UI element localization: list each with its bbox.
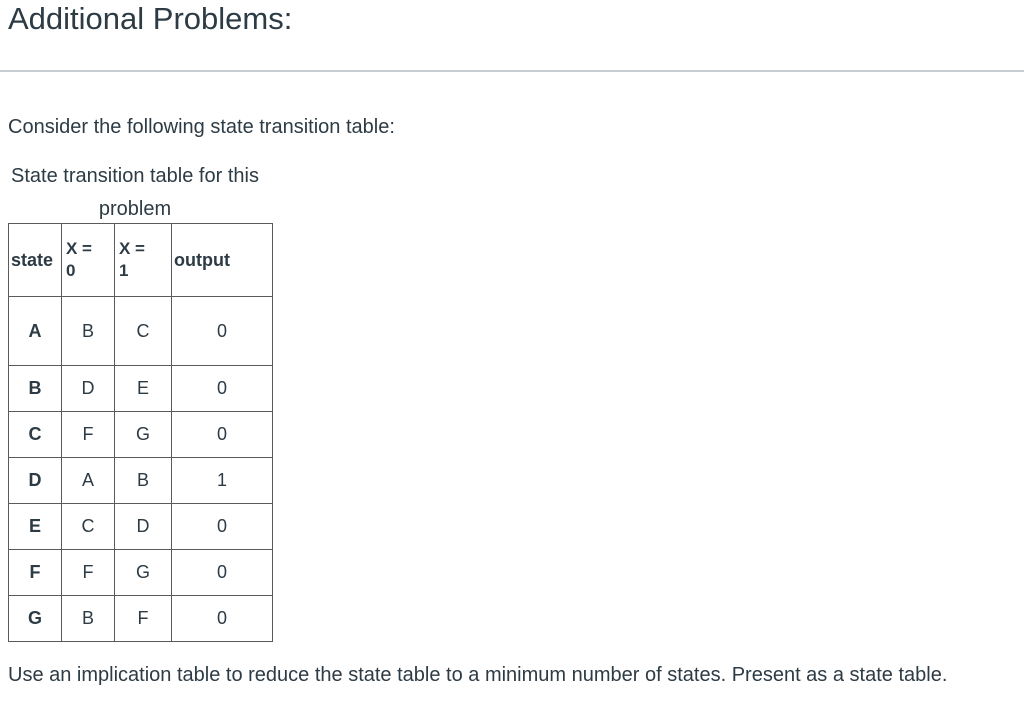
table-row	[9, 297, 273, 366]
cell-output: 0	[172, 297, 273, 366]
cell-x0: A	[62, 458, 115, 504]
table-row	[9, 596, 273, 642]
cell-state: G	[9, 596, 62, 642]
cell-output: 0	[172, 504, 273, 550]
cell-state: B	[9, 366, 62, 412]
cell-state: F	[9, 550, 62, 596]
intro-text: Consider the following state transition table:	[8, 116, 395, 138]
cell-x0: C	[62, 504, 115, 550]
cell-x0: F	[62, 412, 115, 458]
cell-x1: G	[115, 550, 172, 596]
header-x1	[115, 224, 172, 297]
cell-x1: B	[115, 458, 172, 504]
table-header-row	[9, 224, 273, 297]
cell-x1: E	[115, 366, 172, 412]
table-row	[9, 458, 273, 504]
cell-state: A	[9, 297, 62, 366]
state-transition-table	[8, 223, 273, 642]
header-x0	[62, 224, 115, 297]
header-state: state	[9, 224, 62, 297]
cell-x1: F	[115, 596, 172, 642]
header-x1-line2: 1	[119, 261, 129, 280]
header-x0-line1: X =	[66, 239, 92, 258]
cell-output: 0	[172, 366, 273, 412]
table-caption: State transition table for this problem	[11, 165, 259, 220]
cell-state: D	[9, 458, 62, 504]
divider	[0, 70, 1024, 72]
cell-x0: B	[62, 596, 115, 642]
header-output: output	[172, 224, 273, 297]
page-title: Additional Problems:	[8, 1, 293, 36]
cell-x0: F	[62, 550, 115, 596]
cell-x0: B	[62, 297, 115, 366]
cell-state: E	[9, 504, 62, 550]
table-row	[9, 550, 273, 596]
cell-x0: D	[62, 366, 115, 412]
cell-x1: D	[115, 504, 172, 550]
instruction-text: Use an implication table to reduce the state table to a minimum number of states. Present as a state table.	[8, 664, 948, 686]
table-row	[9, 412, 273, 458]
table-row	[9, 366, 273, 412]
header-x0-line2: 0	[66, 261, 76, 280]
cell-x1: C	[115, 297, 172, 366]
cell-output: 1	[172, 458, 273, 504]
header-x1-line1: X =	[119, 239, 145, 258]
cell-state: C	[9, 412, 62, 458]
table-row	[9, 504, 273, 550]
cell-output: 0	[172, 550, 273, 596]
cell-x1: G	[115, 412, 172, 458]
cell-output: 0	[172, 412, 273, 458]
cell-output: 0	[172, 596, 273, 642]
